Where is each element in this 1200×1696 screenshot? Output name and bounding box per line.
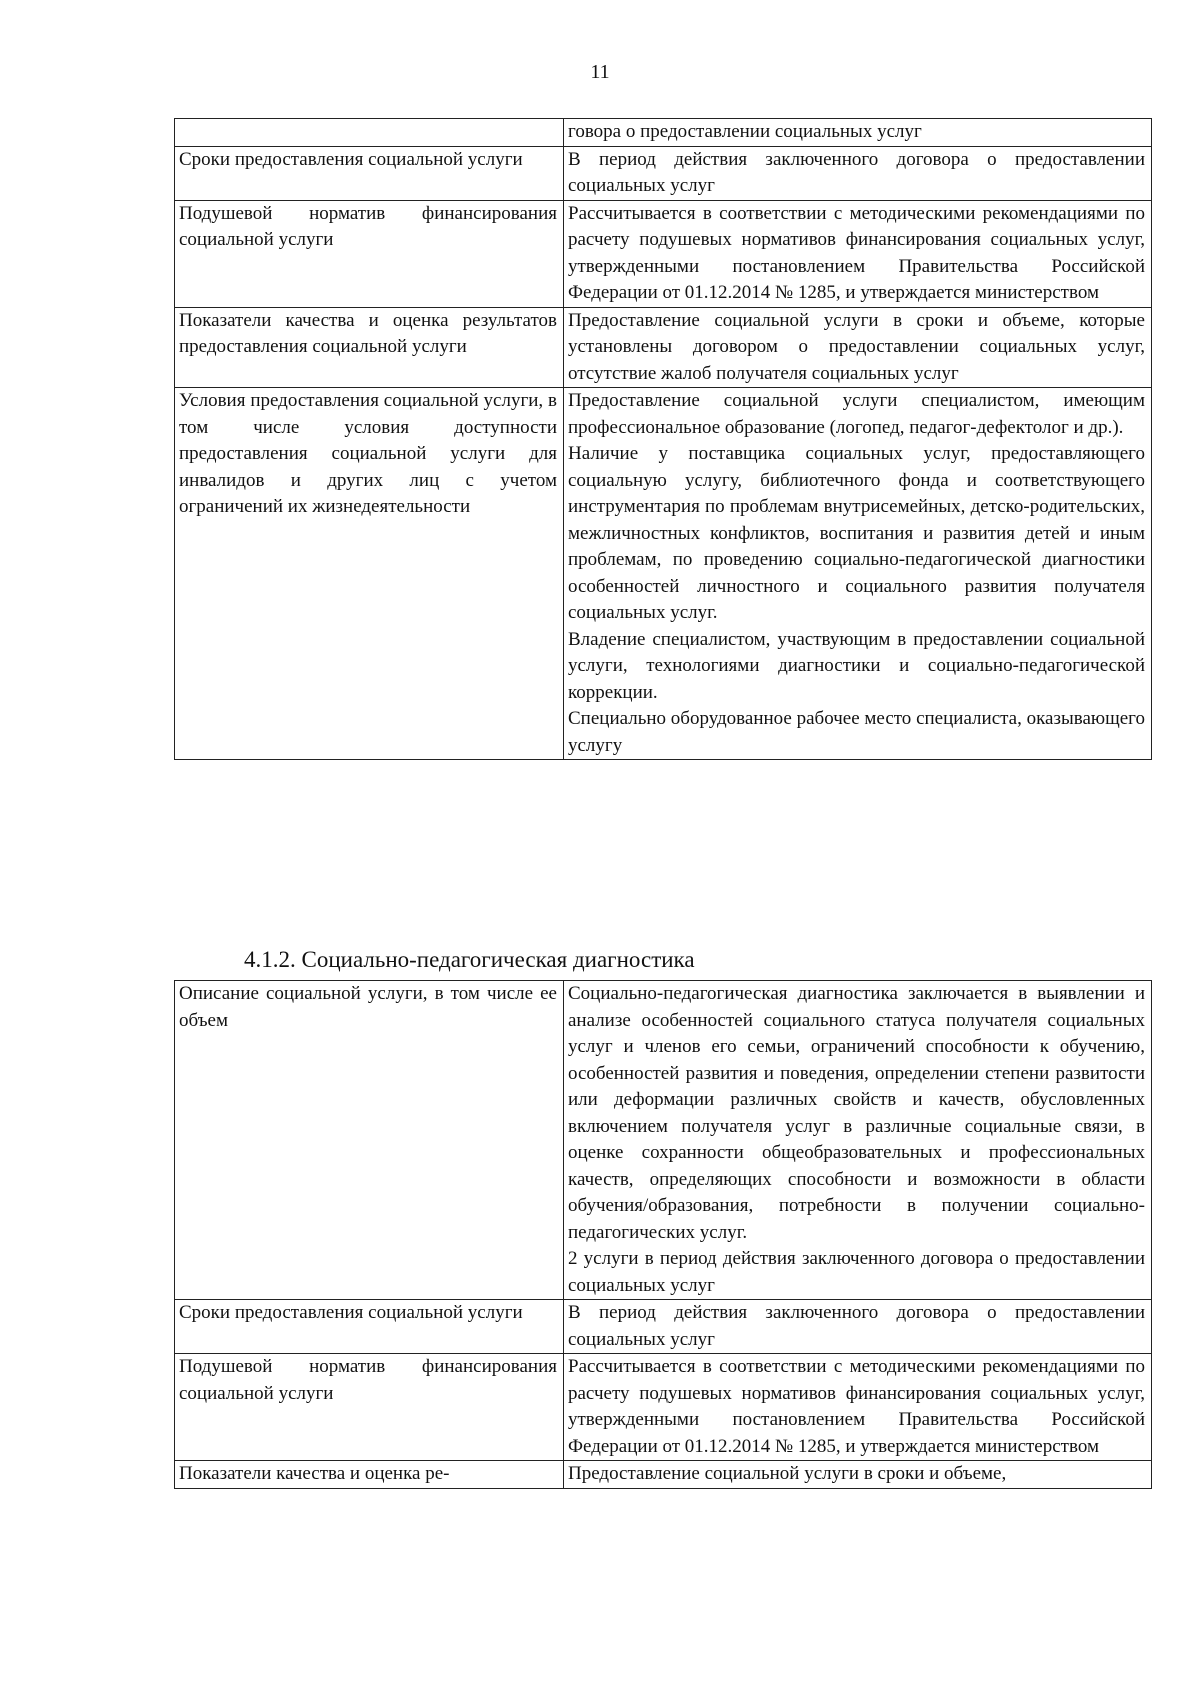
- table-row: [175, 981, 1152, 1300]
- row-value-cell: [564, 388, 1152, 760]
- value-paragraph: Предоставление социальной услуги специалистом, имеющим профессиональное образование (логопед, педагог-дефектолог и др.).: [568, 390, 1145, 438]
- row-label-cell: [175, 119, 564, 147]
- value-paragraph: Наличие у поставщика социальных услуг, предоставляющего социальную услугу, библиотечного фонда и соответствующего инструментария по проблемам внутрисемейных, детско-родительских, межличностных конфликтов, воспитания и развития детей и иным проблемам, по проведению социально-педагогической диагностики особенностей личностного и социального развития получателя социальных услуг.: [568, 443, 1145, 623]
- value-paragraph: Предоставление социальной услуги в сроки и объеме, которые установлены договором о предоставлении социальных услуг, отсутствие жалоб получателя социальных услуг: [568, 309, 1145, 384]
- table-row: [175, 1300, 1152, 1354]
- row-value-cell: [564, 1354, 1152, 1461]
- value-paragraph: В период действия заключенного договора о предоставлении социальных услуг: [568, 1302, 1145, 1350]
- value-paragraph: Специально оборудованное рабочее место специалиста, оказывающего услугу: [568, 708, 1145, 756]
- table-row: [175, 1354, 1152, 1461]
- page-number: 11: [590, 61, 610, 83]
- value-paragraph: Рассчитывается в соответствии с методическими рекомендациями по расчету подушевых нормативов финансирования социальных услуг, утвержденными постановлением Правительства Российской Федерации от 01.12.2014 № 1285, и утверждается министерством: [568, 202, 1145, 303]
- table-row: [175, 146, 1152, 200]
- row-value-cell: [564, 200, 1152, 307]
- row-label-cell: Показатели качества и оценка результатов предоставления социальной услуги: [175, 307, 564, 388]
- services-table-section: [174, 980, 1152, 1489]
- value-paragraph: Социально-педагогическая диагностика заключается в выявлении и анализе особенностей социального статуса получателя социальных услуг и членов его семьи, ограничений способности к обучению, особенностей развития и поведения, определении степени развитости или деформации различных свойств и качеств, обусловленных включением получателя услуг в различные социальные связи, в оценке сохранности общеобразовательных и профессиональных качеств, определяющих способности и возможности в области обучения/образования, потребности в получении социально-педагогических услуг.: [568, 983, 1145, 1243]
- value-paragraph: Рассчитывается в соответствии с методическими рекомендациями по расчету подушевых нормативов финансирования социальных услуг, утвержденными постановлением Правительства Российской Федерации от 01.12.2014 № 1285, и утверждается министерством: [568, 1356, 1145, 1457]
- row-label-cell: Показатели качества и оценка ре-: [175, 1461, 564, 1489]
- table-row: [175, 388, 1152, 760]
- row-label-cell: Условия предоставления социальной услуги, в том числе условия доступности предоставления социальной услуги для инвалидов и других лиц с учетом ограничений их жизнедеятельности: [175, 388, 564, 760]
- row-label-cell: Сроки предоставления социальной услуги: [175, 1300, 564, 1354]
- row-label-cell: Подушевой норматив финансирования социальной услуги: [175, 200, 564, 307]
- table-row: [175, 200, 1152, 307]
- row-label-cell: Сроки предоставления социальной услуги: [175, 146, 564, 200]
- value-paragraph: 2 услуги в период действия заключенного договора о предоставлении социальных услуг: [568, 1248, 1145, 1296]
- table-row: [175, 119, 1152, 147]
- value-paragraph: В период действия заключенного договора о предоставлении социальных услуг: [568, 148, 1145, 196]
- table-row: [175, 1461, 1152, 1489]
- row-value-cell: [564, 1461, 1152, 1489]
- value-paragraph: говора о предоставлении социальных услуг: [568, 121, 922, 142]
- table-row: [175, 307, 1152, 388]
- row-label-cell: Подушевой норматив финансирования социальной услуги: [175, 1354, 564, 1461]
- value-paragraph: Предоставление социальной услуги в сроки и объеме,: [568, 1463, 1007, 1484]
- value-paragraph: Владение специалистом, участвующим в предоставлении социальной услуги, технологиями диагностики и социально-педагогической коррекции.: [568, 628, 1145, 703]
- row-label-cell: Описание социальной услуги, в том числе ее объем: [175, 981, 564, 1300]
- services-table-continued: [174, 118, 1152, 760]
- row-value-cell: [564, 119, 1152, 147]
- row-value-cell: [564, 146, 1152, 200]
- row-value-cell: [564, 307, 1152, 388]
- row-value-cell: [564, 981, 1152, 1300]
- row-value-cell: [564, 1300, 1152, 1354]
- section-heading: 4.1.2. Социально-педагогическая диагностика: [244, 947, 695, 972]
